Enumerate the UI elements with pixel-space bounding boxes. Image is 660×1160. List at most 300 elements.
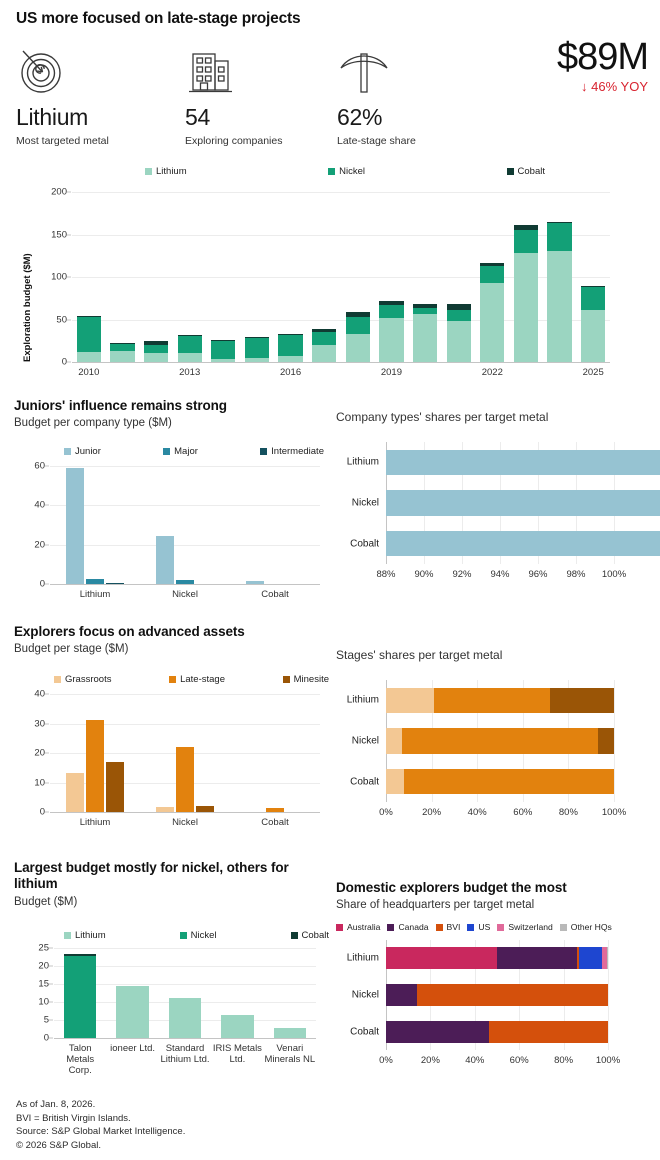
bar-segment bbox=[386, 490, 660, 515]
category-label: Lithium bbox=[346, 694, 379, 706]
bar-segment bbox=[312, 329, 336, 332]
y-axis-tick: 30 bbox=[34, 718, 45, 729]
bar-segment bbox=[274, 1028, 306, 1038]
bar bbox=[86, 720, 104, 812]
y-axis-tick-mark bbox=[49, 966, 53, 967]
legend-exploration-budget bbox=[145, 166, 545, 177]
legend-label: Late-stage bbox=[180, 674, 225, 685]
x-axis-tick: 40% bbox=[467, 807, 487, 818]
plot-area bbox=[38, 942, 316, 1076]
category-label: Lithium bbox=[346, 456, 379, 468]
legend-item-lithium bbox=[145, 166, 187, 177]
bar-segment bbox=[480, 283, 504, 362]
y-axis-tick: 150 bbox=[51, 229, 67, 240]
category-label: Nickel bbox=[351, 735, 379, 747]
x-axis-line bbox=[72, 362, 610, 363]
bar-segment bbox=[579, 947, 602, 969]
bar-segment bbox=[480, 266, 504, 282]
legend-item-nickel bbox=[328, 166, 365, 177]
bar-segment bbox=[110, 343, 134, 344]
legend-swatch bbox=[507, 168, 514, 175]
y-axis-tick: 20 bbox=[34, 539, 45, 551]
bar-segment bbox=[346, 317, 370, 334]
gridline bbox=[50, 694, 320, 695]
x-axis-tick: 100% bbox=[601, 807, 627, 818]
bar bbox=[144, 192, 168, 362]
bar bbox=[176, 580, 194, 584]
bar-row bbox=[346, 688, 614, 713]
y-axis-tick-mark bbox=[49, 1002, 53, 1003]
legend-company-type bbox=[64, 446, 324, 457]
footnote bbox=[16, 1098, 185, 1152]
plot-area bbox=[346, 940, 621, 1066]
bar-segment bbox=[447, 310, 471, 321]
bar-segment bbox=[581, 287, 605, 310]
bar bbox=[110, 192, 134, 362]
legend-swatch bbox=[64, 932, 71, 939]
x-axis-tick: Talon Metals Corp. bbox=[66, 1043, 95, 1076]
bar bbox=[221, 948, 253, 1038]
bar-segment bbox=[144, 353, 168, 362]
x-axis-tick: 2019 bbox=[380, 367, 402, 378]
bar-segment bbox=[245, 337, 269, 358]
legend-swatch bbox=[283, 676, 290, 683]
bar-segment bbox=[514, 253, 538, 362]
x-axis-tick: Standard Lithium Ltd. bbox=[160, 1043, 210, 1065]
x-axis-tick: Lithium bbox=[79, 817, 111, 828]
bar-segment bbox=[144, 345, 168, 352]
gridline bbox=[50, 505, 320, 506]
legend-label: Minesite bbox=[293, 674, 329, 685]
bar bbox=[106, 583, 124, 584]
y-axis-tick-mark bbox=[45, 584, 49, 585]
bar-segment bbox=[581, 310, 605, 362]
bar bbox=[245, 192, 269, 362]
kpi-value: 54 bbox=[185, 104, 210, 130]
bar bbox=[169, 948, 201, 1038]
gridline bbox=[608, 940, 609, 1050]
footnote-line: BVI = British Virgin Islands. bbox=[16, 1112, 131, 1124]
x-axis-tick: 2016 bbox=[279, 367, 302, 378]
plot-area bbox=[51, 186, 610, 378]
category-label: Nickel bbox=[351, 989, 379, 1001]
category-label: Nickel bbox=[351, 497, 379, 509]
legend-item-intermediate bbox=[260, 446, 324, 457]
x-axis-tick: 98% bbox=[566, 569, 586, 580]
chart-company-types-shares bbox=[336, 410, 656, 610]
x-axis-tick: 92% bbox=[452, 569, 472, 580]
legend-item-grassroots bbox=[54, 674, 111, 685]
bar bbox=[514, 192, 538, 362]
y-axis-tick: 10 bbox=[34, 777, 45, 788]
chart-budget-per-company-type bbox=[14, 398, 330, 613]
bar bbox=[480, 192, 504, 362]
legend-label: Lithium bbox=[156, 166, 187, 177]
footnote-line: Source: S&P Global Market Intelligence. bbox=[16, 1126, 186, 1138]
bar-segment bbox=[110, 344, 134, 351]
category-label: Lithium bbox=[346, 952, 379, 964]
legend-item-minesite bbox=[283, 674, 329, 685]
bar-segment bbox=[514, 225, 538, 230]
kpi-row bbox=[16, 44, 646, 154]
bar-segment bbox=[77, 352, 101, 362]
kpi-label: Most targeted metal bbox=[16, 135, 109, 147]
bar-segment bbox=[245, 337, 269, 338]
legend-swatch bbox=[436, 924, 443, 931]
panel-subtitle: Budget ($M) bbox=[14, 896, 78, 909]
x-axis-tick: Cobalt bbox=[261, 589, 289, 600]
legend-label: Cobalt bbox=[301, 930, 329, 941]
category-label: Cobalt bbox=[350, 538, 379, 550]
bar-segment bbox=[64, 956, 96, 1038]
y-axis-tick-mark bbox=[45, 544, 49, 545]
bar-segment bbox=[413, 308, 437, 314]
y-axis-tick: 25 bbox=[38, 942, 49, 954]
legend-item-major bbox=[163, 446, 198, 457]
y-axis-tick-mark bbox=[67, 319, 71, 320]
chart-headquarters-shares bbox=[336, 880, 658, 1080]
gridline bbox=[50, 466, 320, 467]
bar-segment bbox=[211, 340, 235, 359]
legend-swatch bbox=[387, 924, 394, 931]
x-axis-tick: Cobalt bbox=[261, 817, 289, 828]
bar-segment bbox=[379, 301, 403, 306]
x-axis-line bbox=[54, 1038, 316, 1039]
legend-label: Lithium bbox=[75, 930, 106, 941]
x-axis-tick: 60% bbox=[509, 1055, 529, 1066]
legend-label: Switzerland bbox=[508, 922, 553, 932]
legend-swatch bbox=[64, 448, 71, 455]
kpi-label: Late-stage share bbox=[337, 135, 416, 147]
y-axis-label: Exploration budget ($M) bbox=[22, 253, 33, 362]
x-axis-tick: 100% bbox=[595, 1055, 621, 1066]
kpi-value: Lithium bbox=[16, 104, 89, 130]
y-axis-tick-mark bbox=[45, 753, 49, 754]
bar-segment bbox=[169, 998, 201, 1038]
bar-segment bbox=[413, 314, 437, 362]
bar-row bbox=[346, 450, 614, 475]
legend-swatch bbox=[145, 168, 152, 175]
legend-label: Grassroots bbox=[65, 674, 112, 685]
bar-segment bbox=[178, 335, 202, 352]
y-axis-tick-mark bbox=[45, 812, 49, 813]
bar-segment bbox=[547, 222, 571, 223]
y-axis-tick: 0 bbox=[43, 1032, 49, 1044]
x-axis-tick: 96% bbox=[528, 569, 548, 580]
x-axis-tick: 100% bbox=[601, 569, 627, 580]
legend-label: Australia bbox=[347, 922, 381, 932]
legend-label: Canada bbox=[398, 922, 429, 932]
y-axis-tick: 20 bbox=[38, 960, 49, 972]
gridline bbox=[50, 545, 320, 546]
bar bbox=[66, 773, 84, 812]
legend-swatch bbox=[180, 932, 187, 939]
legend-label: US bbox=[478, 922, 491, 932]
y-axis-tick: 0 bbox=[39, 806, 45, 818]
bar bbox=[379, 192, 403, 362]
x-axis-tick: 40% bbox=[465, 1055, 485, 1066]
bar-segment bbox=[547, 251, 571, 362]
bar-segment bbox=[346, 334, 370, 362]
bar-segment bbox=[386, 769, 404, 794]
bar-row bbox=[351, 490, 614, 515]
x-axis-tick: 94% bbox=[490, 569, 510, 580]
legend-swatch bbox=[54, 676, 61, 683]
legend-label: Other HQs bbox=[570, 922, 612, 932]
kpi-label: Exploring companies bbox=[185, 135, 283, 147]
y-axis-tick: 5 bbox=[43, 1014, 49, 1026]
x-axis-tick: 2013 bbox=[179, 367, 201, 378]
y-axis-tick-mark bbox=[67, 192, 71, 193]
legend-swatch bbox=[328, 168, 335, 175]
bar-segment bbox=[245, 358, 269, 362]
pickaxe-icon bbox=[337, 44, 477, 96]
bar-segment bbox=[178, 335, 202, 336]
bar-segment bbox=[607, 947, 608, 969]
bar-segment bbox=[211, 359, 235, 362]
bar-segment bbox=[489, 1021, 608, 1043]
legend-swatch bbox=[260, 448, 267, 455]
panel-title: Stages' shares per target metal bbox=[336, 648, 503, 662]
x-axis-tick: 2010 bbox=[78, 367, 100, 378]
category-label: Cobalt bbox=[350, 1026, 379, 1038]
plot-area bbox=[34, 688, 320, 828]
x-axis-tick: Nickel bbox=[172, 817, 198, 828]
chart-stages-shares bbox=[336, 648, 656, 838]
bar-segment bbox=[497, 947, 577, 969]
bar-segment bbox=[312, 345, 336, 362]
legend-swatch bbox=[336, 924, 343, 931]
legend-swatch bbox=[467, 924, 474, 931]
y-axis-tick: 40 bbox=[34, 688, 45, 700]
plot-area bbox=[34, 460, 320, 600]
y-axis-tick: 0 bbox=[39, 578, 45, 590]
bar bbox=[196, 806, 214, 812]
legend-item-cobalt bbox=[291, 930, 329, 941]
bar-segment bbox=[278, 356, 302, 362]
bar-segment bbox=[110, 351, 134, 362]
bar-segment bbox=[278, 334, 302, 356]
x-axis-tick: 20% bbox=[422, 807, 442, 818]
legend-largest-budget bbox=[64, 930, 329, 941]
panel-title: Explorers focus on advanced assets bbox=[14, 624, 245, 639]
panel-title: Juniors' influence remains strong bbox=[14, 398, 227, 413]
panel-subtitle: Share of headquarters per target metal bbox=[336, 898, 535, 911]
bar-segment bbox=[77, 316, 101, 317]
plot-area bbox=[346, 680, 627, 818]
y-axis-tick-mark bbox=[49, 984, 53, 985]
y-axis-tick-mark bbox=[45, 782, 49, 783]
legend-item-cobalt bbox=[507, 166, 545, 177]
chart-budget-per-stage bbox=[14, 624, 330, 839]
bar bbox=[447, 192, 471, 362]
x-axis-tick: 0% bbox=[379, 807, 393, 818]
legend-item-lithium bbox=[64, 930, 106, 941]
bar bbox=[156, 807, 174, 812]
bar-row bbox=[350, 531, 614, 556]
bar-segment bbox=[434, 688, 550, 713]
target-icon bbox=[16, 44, 146, 96]
headline-stat-value: $89M bbox=[556, 36, 648, 78]
bar-segment bbox=[379, 305, 403, 318]
bar-segment bbox=[550, 688, 614, 713]
bar-segment bbox=[386, 531, 660, 556]
legend-label: BVI bbox=[446, 922, 461, 932]
legend-label: Junior bbox=[75, 446, 101, 457]
y-axis-tick: 10 bbox=[38, 996, 49, 1008]
legend-swatch bbox=[291, 932, 298, 939]
kpi-most-targeted-metal bbox=[16, 44, 146, 147]
y-axis-tick: 15 bbox=[38, 978, 49, 990]
x-axis-tick: IRIS Metals Ltd. bbox=[212, 1043, 262, 1065]
y-axis-tick-mark bbox=[67, 234, 71, 235]
legend-stage bbox=[54, 674, 329, 685]
y-axis-tick-mark bbox=[67, 362, 71, 363]
bar-row bbox=[351, 728, 614, 753]
bar bbox=[66, 468, 84, 584]
building-icon bbox=[185, 44, 325, 96]
panel-subtitle: Budget per stage ($M) bbox=[14, 642, 129, 655]
bar-segment bbox=[386, 450, 660, 475]
legend-item-canada bbox=[387, 922, 428, 932]
y-axis-tick-mark bbox=[45, 505, 49, 506]
y-axis-tick-mark bbox=[45, 466, 49, 467]
bar-segment bbox=[77, 317, 101, 353]
legend-item-nickel bbox=[180, 930, 217, 941]
y-axis-tick-mark bbox=[67, 277, 71, 278]
bar bbox=[77, 192, 101, 362]
y-axis-tick: 100 bbox=[51, 271, 67, 283]
y-axis-tick-mark bbox=[45, 694, 49, 695]
bar bbox=[312, 192, 336, 362]
kpi-exploring-companies bbox=[185, 44, 325, 147]
bar-segment bbox=[386, 1021, 489, 1043]
bar-segment bbox=[64, 954, 96, 956]
chart-exploration-budget bbox=[0, 166, 660, 391]
bar-segment bbox=[413, 304, 437, 308]
bar bbox=[156, 536, 174, 584]
bar-segment bbox=[581, 286, 605, 287]
plot-area bbox=[346, 442, 627, 580]
gridline bbox=[614, 680, 615, 802]
x-axis-tick: 60% bbox=[513, 807, 533, 818]
category-label: Cobalt bbox=[350, 776, 379, 788]
bar-segment bbox=[480, 263, 504, 266]
bar-row bbox=[346, 947, 608, 969]
legend-label: Major bbox=[174, 446, 198, 457]
y-axis-tick: 20 bbox=[34, 747, 45, 759]
bar-segment bbox=[547, 223, 571, 251]
bar-segment bbox=[178, 353, 202, 362]
legend-swatch bbox=[560, 924, 567, 931]
bar-segment bbox=[404, 769, 614, 794]
bar-segment bbox=[144, 341, 168, 346]
x-axis-tick: 80% bbox=[558, 807, 578, 818]
bar bbox=[211, 192, 235, 362]
bar-segment bbox=[447, 321, 471, 362]
bar-segment bbox=[447, 304, 471, 310]
legend-label: Nickel bbox=[339, 166, 366, 177]
headline-stat-delta: ↓ 46% YOY bbox=[581, 79, 648, 94]
bar-row bbox=[351, 984, 608, 1006]
bar-segment bbox=[514, 230, 538, 253]
bar-segment bbox=[379, 318, 403, 362]
legend-label: Nickel bbox=[190, 930, 217, 941]
y-axis-tick: 200 bbox=[51, 186, 67, 198]
bar-segment bbox=[598, 728, 614, 753]
legend-item-late-stage bbox=[169, 674, 225, 685]
bar bbox=[86, 579, 104, 584]
x-axis-tick: ioneer Ltd. bbox=[110, 1043, 156, 1054]
x-axis-tick: 2022 bbox=[481, 367, 503, 378]
y-axis-tick: 50 bbox=[56, 314, 67, 325]
footnote-line: © 2026 S&P Global. bbox=[16, 1139, 101, 1151]
legend-item-other-hqs bbox=[560, 922, 612, 932]
x-axis-tick: 90% bbox=[414, 569, 434, 580]
bar bbox=[176, 747, 194, 812]
legend-swatch bbox=[497, 924, 504, 931]
bar-segment bbox=[116, 986, 148, 1038]
panel-subtitle: Budget per company type ($M) bbox=[14, 416, 172, 429]
bar-segment bbox=[221, 1015, 253, 1038]
bar bbox=[64, 948, 96, 1038]
bar bbox=[581, 192, 605, 362]
bar-segment bbox=[402, 728, 598, 753]
y-axis-tick-mark bbox=[49, 1038, 53, 1039]
kpi-value: 62% bbox=[337, 104, 383, 130]
bar bbox=[106, 762, 124, 812]
x-axis-tick: 20% bbox=[420, 1055, 440, 1066]
bar bbox=[116, 948, 148, 1038]
legend-label: Intermediate bbox=[271, 446, 324, 457]
x-axis-tick: 80% bbox=[554, 1055, 574, 1066]
bar bbox=[266, 808, 284, 812]
y-axis-tick-mark bbox=[45, 723, 49, 724]
bar-segment bbox=[386, 947, 497, 969]
x-axis-tick: 88% bbox=[376, 569, 396, 580]
bar-segment bbox=[386, 984, 417, 1006]
page-title: US more focused on late-stage projects bbox=[16, 10, 301, 27]
bar bbox=[413, 192, 437, 362]
x-axis-line bbox=[50, 812, 320, 813]
bar bbox=[346, 192, 370, 362]
panel-title: Largest budget mostly for nickel, others for lithium bbox=[14, 860, 289, 891]
panel-title: Domestic explorers budget the most bbox=[336, 880, 567, 895]
x-axis-tick: Venari Minerals NL bbox=[264, 1043, 316, 1065]
y-axis-tick: 60 bbox=[34, 460, 45, 472]
x-axis-tick: Lithium bbox=[79, 589, 111, 600]
legend-swatch bbox=[163, 448, 170, 455]
x-axis-tick: 0% bbox=[379, 1055, 393, 1066]
bar-segment bbox=[346, 312, 370, 317]
bar bbox=[178, 192, 202, 362]
x-axis-tick: 2025 bbox=[582, 367, 604, 378]
bar bbox=[246, 581, 264, 584]
bar-row bbox=[350, 769, 614, 794]
bar bbox=[278, 192, 302, 362]
bar-segment bbox=[386, 728, 402, 753]
y-axis-tick: 40 bbox=[34, 499, 45, 511]
chart-largest-budget-companies bbox=[14, 860, 334, 1080]
panel-title: Company types' shares per target metal bbox=[336, 410, 549, 424]
bar-segment bbox=[386, 688, 434, 713]
legend-headquarters bbox=[336, 922, 658, 932]
legend-item-junior bbox=[64, 446, 101, 457]
bar-segment bbox=[417, 984, 608, 1006]
bar bbox=[274, 948, 306, 1038]
y-axis-tick-mark bbox=[49, 948, 53, 949]
legend-item-us bbox=[467, 922, 490, 932]
